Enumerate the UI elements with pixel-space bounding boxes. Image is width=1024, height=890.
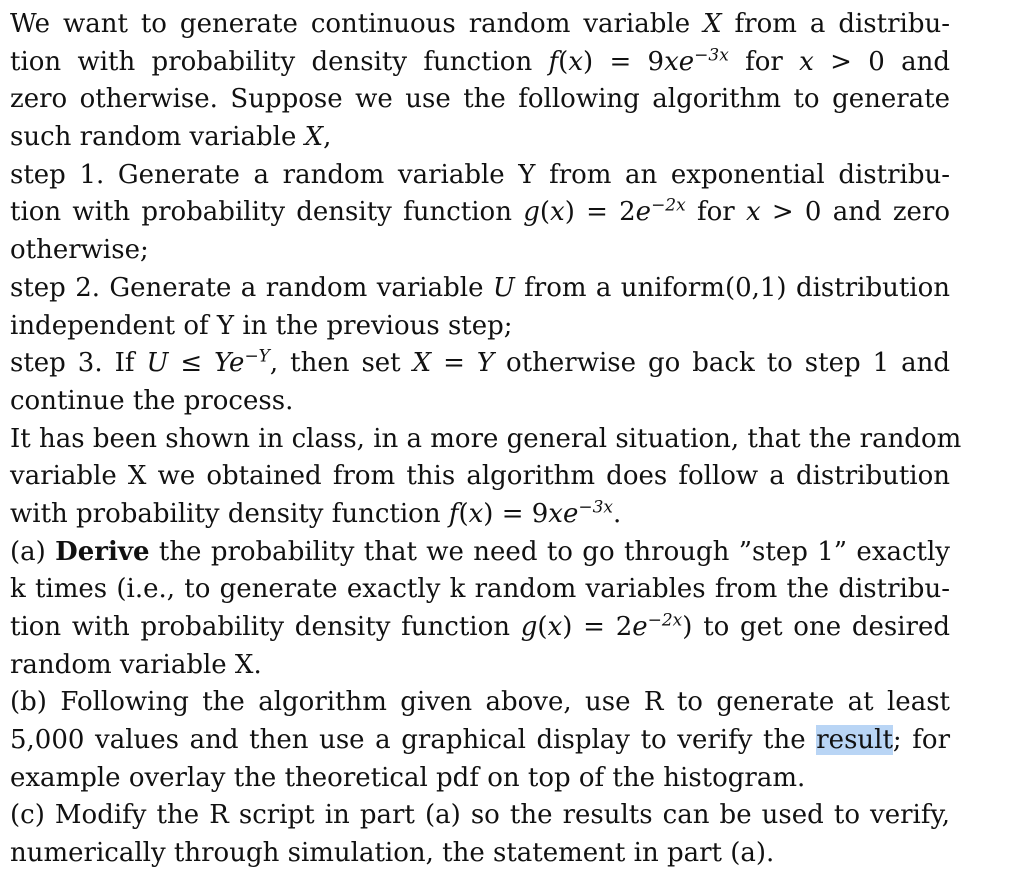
selected-text[interactable]: result (816, 725, 893, 756)
text-line: 5,000 values and then use a graphical display to verify the result; for (10, 725, 950, 756)
text-line: step 3. If $U \le Ye^{-Y}$, then set X = Y otherwise go back to step 1 and (10, 346, 950, 379)
text-line: It has been shown in class, in a more general situation, that the random (10, 423, 962, 454)
text-line: tion with probability density function $g(x) = 2e^{-2x}$) to get one desired (10, 610, 950, 642)
text-line: (a) Derive the probability that we need to go through ”step 1” exactly (10, 536, 950, 567)
text-line: independent of Y in the previous step; (10, 310, 513, 341)
problem-text (10, 6, 962, 873)
text-line: such random variable X, (10, 122, 332, 153)
text-line: step 2. Generate a random variable U from a uniform(0,1) distribution (10, 272, 950, 303)
text-line: random variable X. (10, 649, 262, 680)
text-line: variable X we obtained from this algorithm does follow a distribution (10, 461, 950, 492)
text-line: step 1. Generate a random variable Y from an exponential distribu- (10, 159, 950, 190)
text-line: (c) Modify the R script in part (a) so the results can be used to verify, (10, 800, 950, 831)
text-line: (b) Following the algorithm given above, use R to generate at least (10, 687, 950, 718)
text-line: tion with probability density function $g(x) = 2e^{-2x}$ for x > 0 and zero (10, 196, 951, 228)
text-line: zero otherwise. Suppose we use the following algorithm to generate (10, 84, 950, 115)
text-line: tion with probability density function $f(x) = 9xe^{-3x}$ for x > 0 and (10, 45, 950, 77)
text-line: otherwise; (10, 235, 149, 266)
text-line: example overlay the theoretical pdf on top of the histogram. (10, 762, 806, 793)
text-line: with probability density function $f(x) = 9xe^{-3x}$. (10, 497, 622, 529)
text-line: k times (i.e., to generate exactly k random variables from the distribu- (10, 574, 950, 605)
text-line: continue the process. (10, 385, 294, 416)
text-line: numerically through simulation, the statement in part (a). (10, 838, 775, 869)
text-line: We want to generate continuous random variable X from a distribu- (10, 9, 950, 39)
